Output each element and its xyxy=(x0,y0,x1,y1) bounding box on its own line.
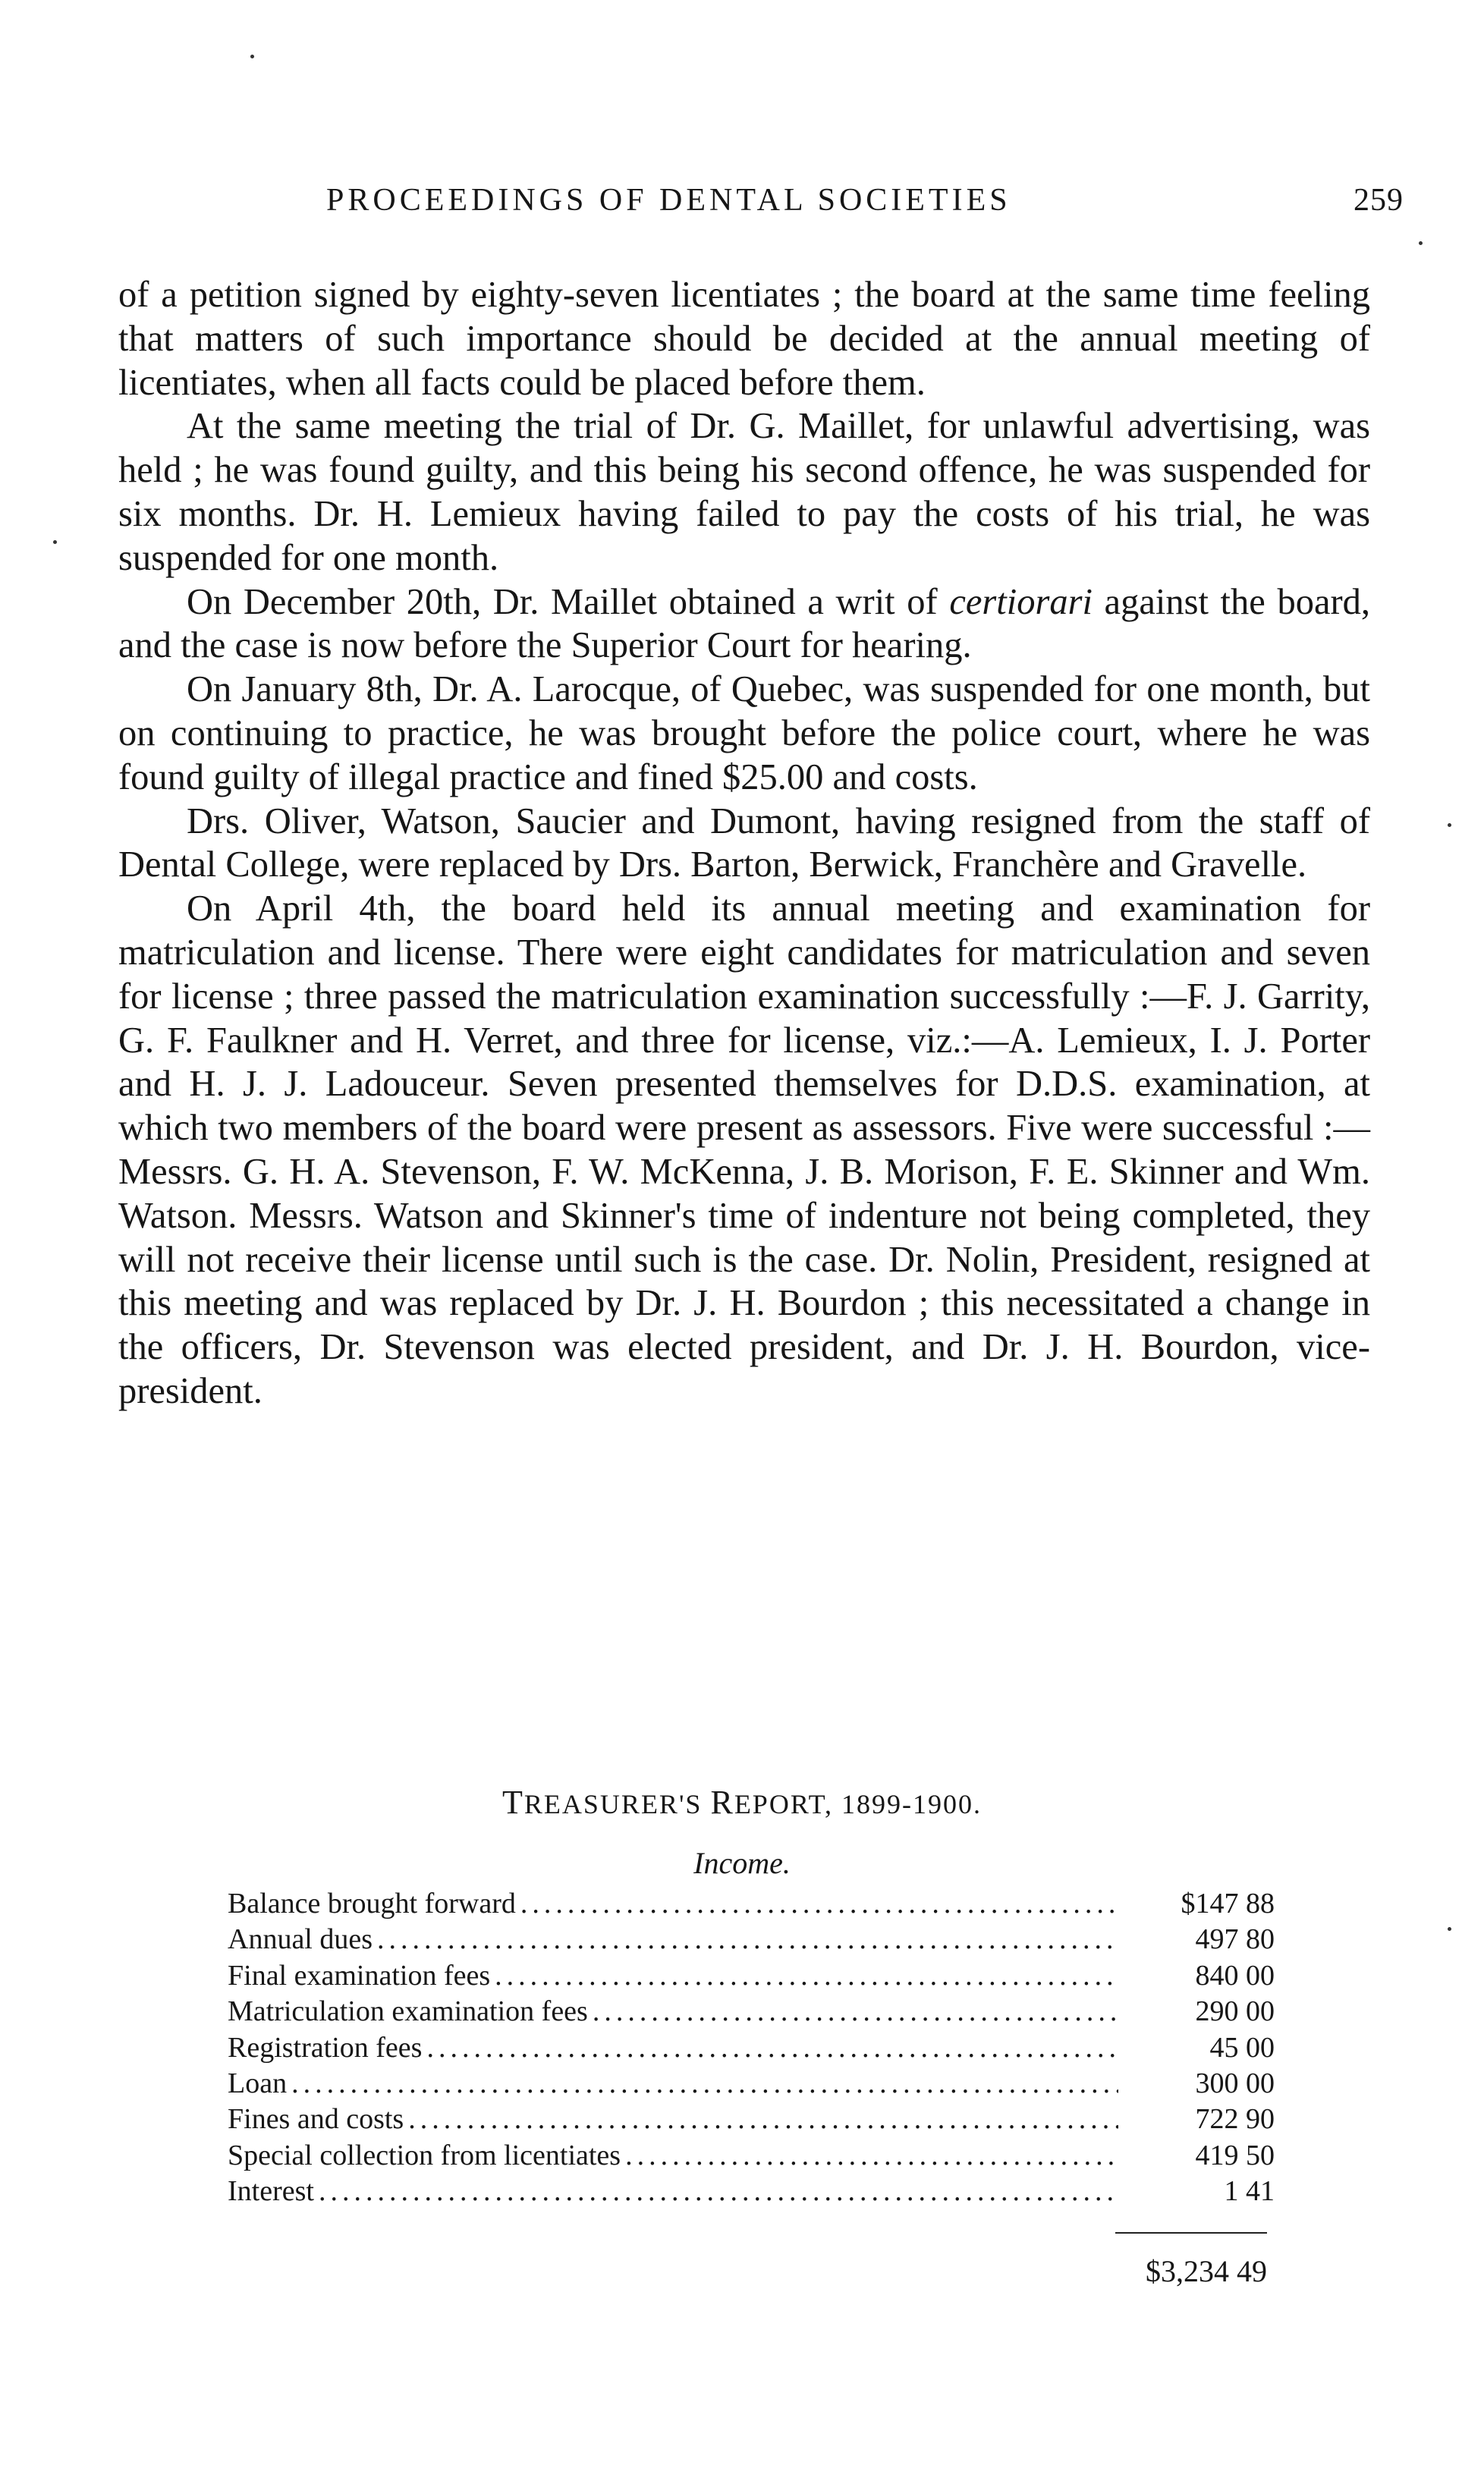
paragraph-4: On January 8th, Dr. A. Larocque, of Quebec, was suspended for one month, but on continuing to practice, he was brought before the police court, where he was found guilty of illegal practice and fined $25.00 and costs. xyxy=(118,669,1370,797)
income-total: $3,234 49 xyxy=(1146,2254,1267,2288)
ledger-row xyxy=(228,1958,1275,1994)
ledger-row xyxy=(228,2030,1275,2066)
ledger-amount: 1 41 xyxy=(1224,2175,1275,2208)
scan-speck xyxy=(1448,823,1451,827)
report-title-cap-2: R xyxy=(710,1784,734,1821)
income-heading: Income. xyxy=(693,1846,791,1880)
ledger-row xyxy=(228,2138,1275,2174)
report-title-cap-1: T xyxy=(502,1784,524,1821)
ledger-label: Annual dues xyxy=(228,1923,373,1956)
ledger-amount: 45 00 xyxy=(1209,2031,1275,2064)
dot-leader xyxy=(495,1958,1118,1994)
dot-leader xyxy=(520,1886,1118,1922)
report-title-small-2: EPORT, 1899-1900. xyxy=(734,1789,982,1819)
dot-leader xyxy=(593,1994,1118,2030)
page-number: 259 xyxy=(1354,183,1404,218)
ledger-amount: 722 90 xyxy=(1195,2103,1275,2136)
ledger-row xyxy=(228,2066,1275,2102)
dot-leader xyxy=(377,1922,1118,1957)
ledger-row xyxy=(228,2174,1275,2209)
ledger-row xyxy=(228,1922,1275,1957)
dot-leader xyxy=(426,2030,1118,2066)
income-ledger xyxy=(228,1886,1275,2210)
paragraph-3-before: On December 20th, Dr. Maillet obtained a writ of xyxy=(187,581,950,622)
ledger-label: Loan xyxy=(228,2067,288,2099)
ledger-label: Interest xyxy=(228,2175,314,2208)
dot-leader xyxy=(408,2102,1118,2137)
ledger-row xyxy=(228,2102,1275,2137)
ledger-label: Balance brought forward xyxy=(228,1888,516,1920)
ledger-row xyxy=(228,1886,1275,1922)
scan-speck xyxy=(1448,1927,1451,1931)
body-text xyxy=(118,273,1370,1413)
ledger-amount: 497 80 xyxy=(1195,1923,1275,1956)
dot-leader xyxy=(625,2138,1118,2174)
paragraph-3 xyxy=(118,580,1370,668)
ledger-amount: 840 00 xyxy=(1195,1959,1275,1992)
ledger-label: Fines and costs xyxy=(228,2103,404,2136)
report-title-small-1: REASURER'S xyxy=(523,1789,711,1819)
ledger-label: Final examination fees xyxy=(228,1959,491,1992)
ledger-label: Matriculation examination fees xyxy=(228,1995,588,2028)
paragraph-1: of a petition signed by eighty-seven licentiates ; the board at the same time feeling that matters of such importance should be decided at the annual meeting of licentiates, when all facts could be placed before them. xyxy=(118,275,1370,403)
dot-leader xyxy=(291,2066,1118,2102)
paragraph-5: Drs. Oliver, Watson, Saucier and Dumont, having resigned from the staff of Dental College, were replaced by Drs. Barton, Berwick, Franchère and Gravelle. xyxy=(118,800,1370,885)
dot-leader xyxy=(319,2174,1118,2209)
ledger-label: Special collection from licentiates xyxy=(228,2139,621,2171)
ledger-label: Registration fees xyxy=(228,2031,423,2064)
ledger-row xyxy=(228,1994,1275,2030)
paragraph-6: On April 4th, the board held its annual meeting and examination for matriculation and license. There were eight candidates for matriculation and seven for license ; three passed the matriculation examination successfully :—F. J. Garrity, G. F. Faulkner and H. Verret, and three for license, viz.:—A. Lemieux, I. J. Porter and H. J. J. Ladouceur. Seven presented themselves for D.D.S. examination, at which two members of the board were present as assessors. Five were successful :—Messrs. G. H. A. Stevenson, F. W. McKenna, J. B. Morison, F. E. Skinner and Wm. Watson. Messrs. Watson and Skinner's time of indenture not being completed, they will not receive their license until such is the case. Dr. Nolin, President, resigned at this meeting and was replaced by Dr. J. H. Bourdon ; this necessitated a change in the officers, Dr. Stevenson was elected president, and Dr. J. H. Bourdon, vice-president. xyxy=(118,888,1370,1411)
ledger-amount: 419 50 xyxy=(1195,2139,1275,2171)
sum-rule xyxy=(1115,2232,1267,2234)
paragraph-3-after: against the board, and the case is now before the Superior Court for hearing. xyxy=(118,581,1370,666)
ledger-amount: 300 00 xyxy=(1195,2067,1275,2099)
report-title xyxy=(0,1783,1484,1822)
scan-speck xyxy=(53,540,57,544)
scan-speck xyxy=(250,55,254,58)
running-head xyxy=(326,182,1404,235)
scan-speck xyxy=(1419,241,1423,245)
ledger-amount: $147 88 xyxy=(1181,1888,1275,1920)
paragraph-3-italic: certiorari xyxy=(949,581,1093,622)
paragraph-2: At the same meeting the trial of Dr. G. Maillet, for unlawful advertising, was held ; he was found guilty, and this being his second offence, he was suspended for six months. Dr. H. Lemieux having failed to pay the costs of his trial, he was suspended for one month. xyxy=(118,406,1370,578)
running-head-title: PROCEEDINGS OF DENTAL SOCIETIES xyxy=(326,183,1011,218)
ledger-amount: 290 00 xyxy=(1195,1995,1275,2028)
